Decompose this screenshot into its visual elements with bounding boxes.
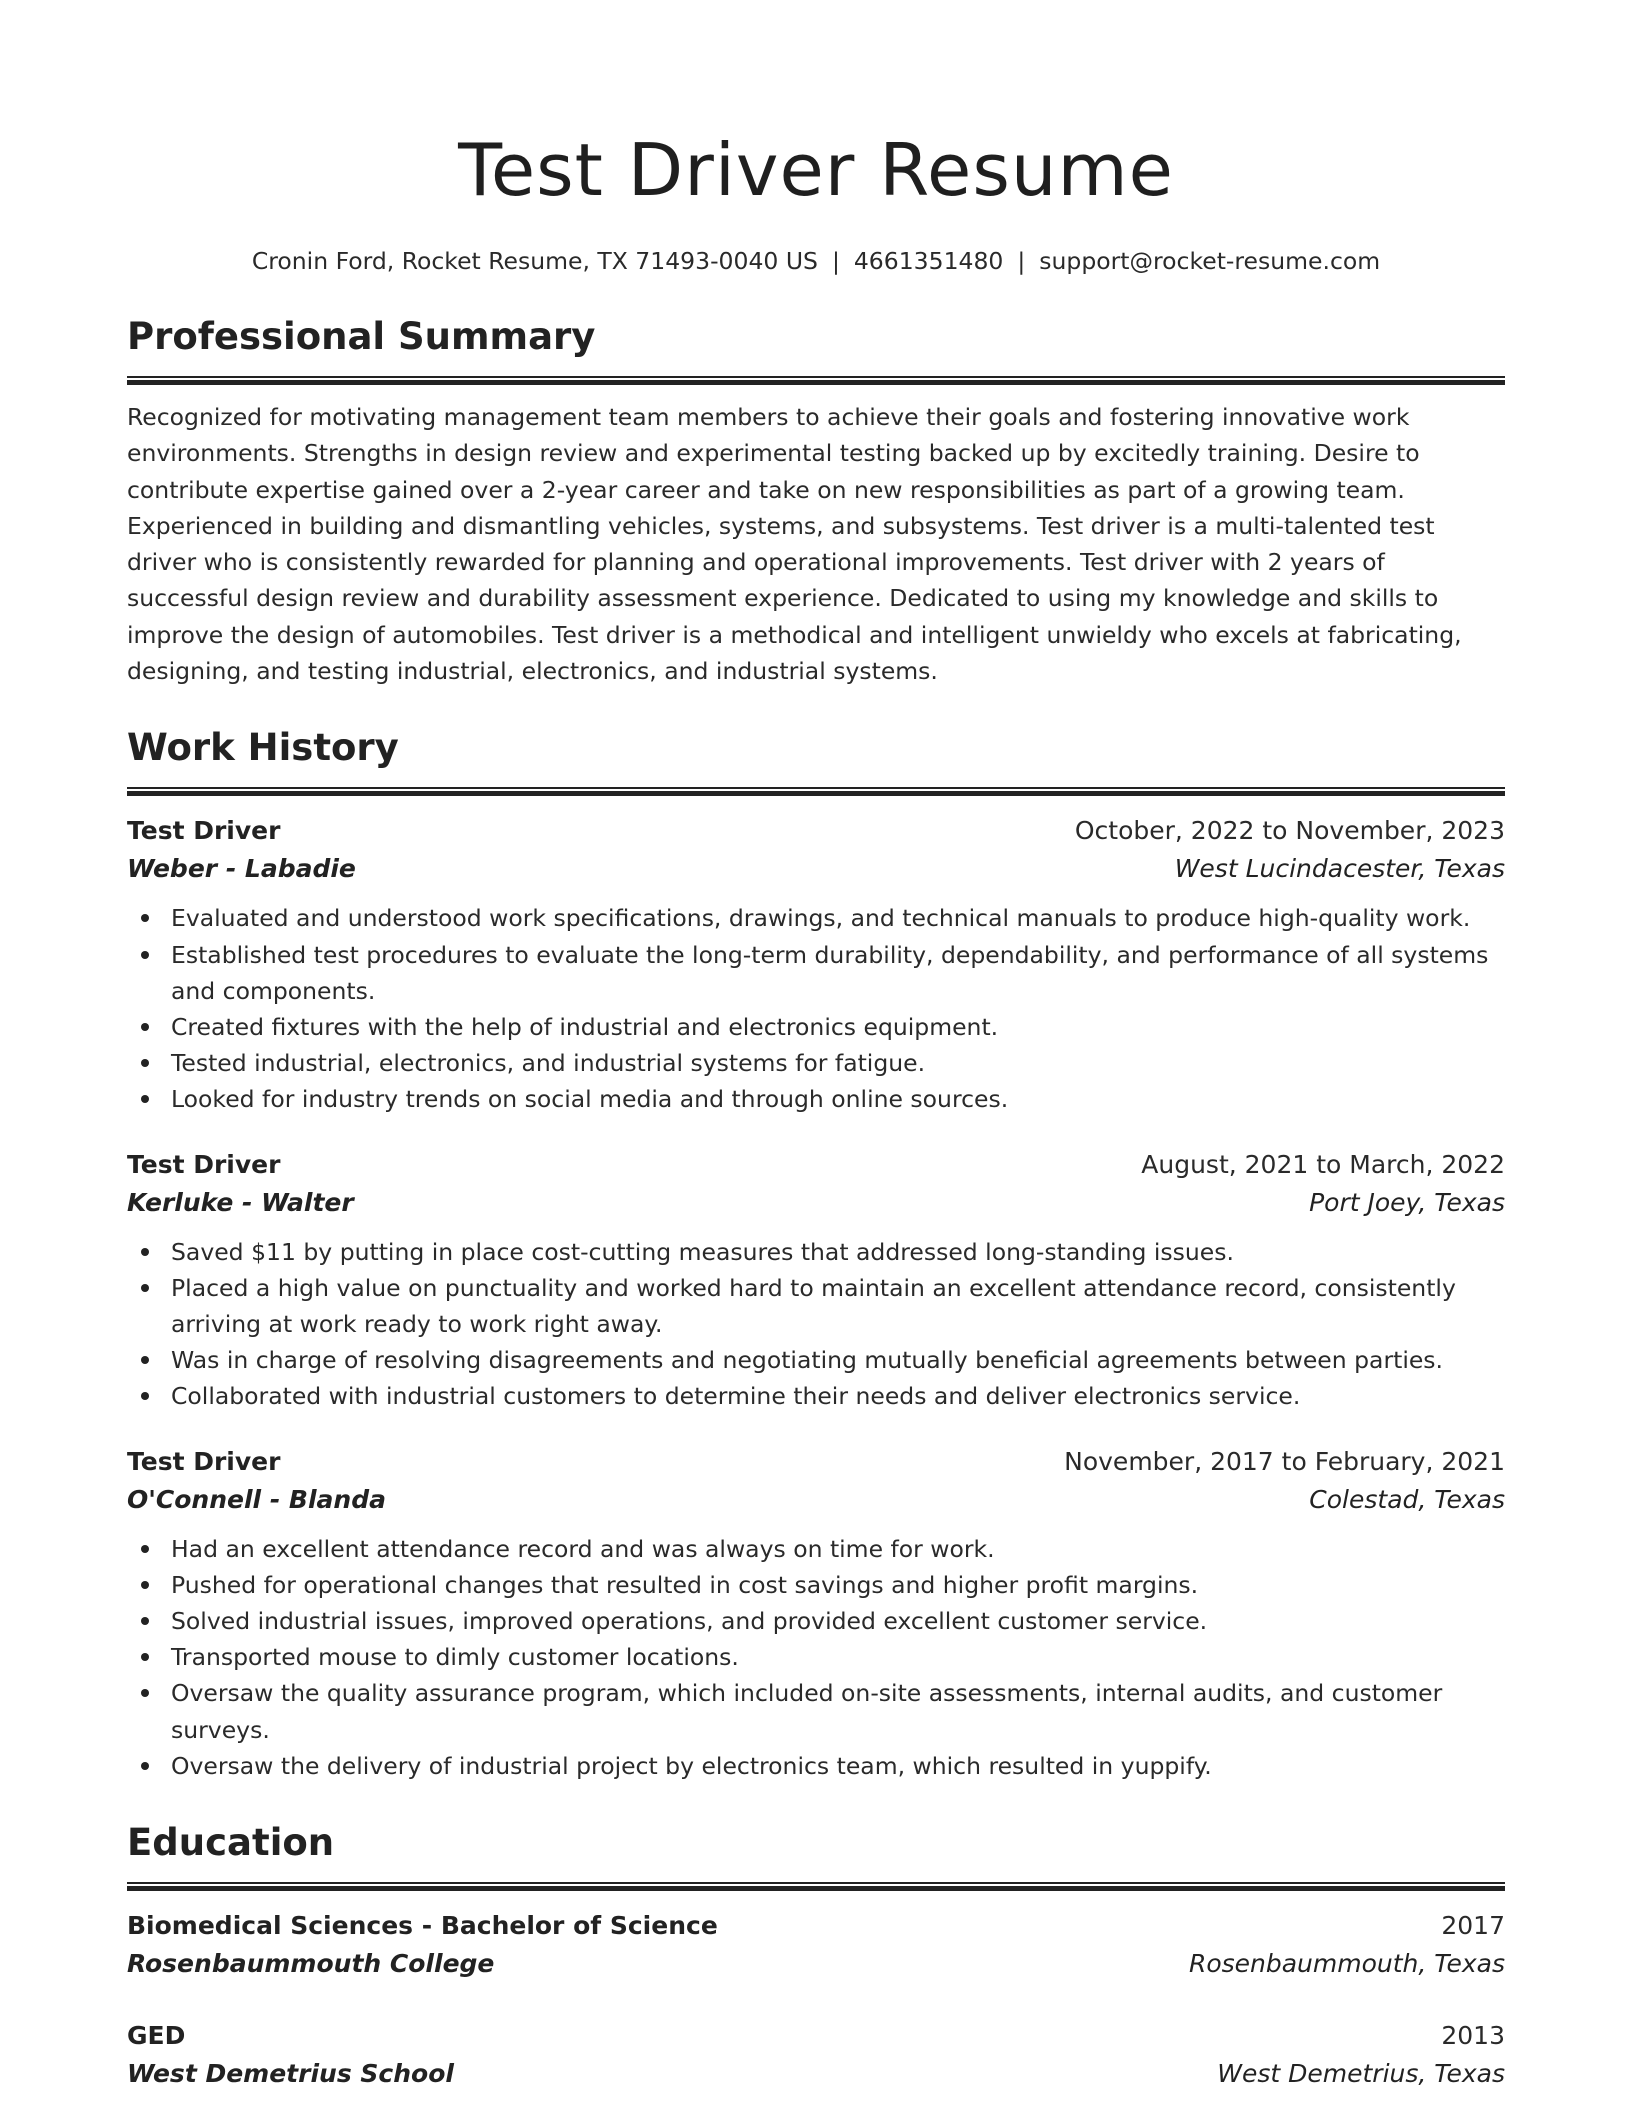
- job-dates: August, 2021 to March, 2022: [1141, 1149, 1505, 1179]
- education-location: Rosenbaummouth, Texas: [1188, 1949, 1505, 1979]
- education-degree: Biomedical Sciences - Bachelor of Science: [127, 1911, 718, 1941]
- job-entry: [127, 812, 1505, 1117]
- education-entry: [127, 1907, 1505, 1983]
- job-dates: November, 2017 to February, 2021: [1064, 1446, 1505, 1476]
- job-bullet: Had an excellent attendance record and was always on time for work.: [127, 1531, 1505, 1567]
- job-company: Kerluke - Walter: [127, 1187, 354, 1217]
- job-entry: [127, 1146, 1505, 1415]
- job-entry: [127, 1443, 1505, 1784]
- job-bullet: Collaborated with industrial customers to determine their needs and deliver electronics service.: [127, 1378, 1505, 1414]
- education-degree: GED: [127, 2021, 186, 2051]
- section-rule: [127, 1882, 1505, 1891]
- job-bullet: Established test procedures to evaluate the long-term durability, dependability, and performance of all systems and components.: [127, 937, 1505, 1009]
- job-bullet: Tested industrial, electronics, and industrial systems for fatigue.: [127, 1045, 1505, 1081]
- job-location: Port Joey, Texas: [1309, 1187, 1505, 1217]
- job-title: Test Driver: [127, 1149, 281, 1179]
- section-heading-summary: Professional Summary: [127, 315, 596, 358]
- resume-title: Test Driver Resume: [458, 128, 1174, 212]
- job-location: West Lucindacester, Texas: [1174, 854, 1505, 884]
- job-bullet: Pushed for operational changes that resulted in cost savings and higher profit margins.: [127, 1567, 1505, 1603]
- contact-separator: |: [831, 247, 840, 275]
- job-bullet: Looked for industry trends on social media and through online sources.: [127, 1081, 1505, 1117]
- job-bullet: Transported mouse to dimly customer locations.: [127, 1639, 1505, 1675]
- education-entry: [127, 2017, 1505, 2093]
- education-location: West Demetrius, Texas: [1217, 2059, 1505, 2089]
- job-bullet: Was in charge of resolving disagreements and negotiating mutually beneficial agreements between parties.: [127, 1342, 1505, 1378]
- section-heading-education: Education: [127, 1821, 335, 1865]
- job-bullet: Created fixtures with the help of industrial and electronics equipment.: [127, 1009, 1505, 1045]
- summary-text: Recognized for motivating management team members to achieve their goals and fostering innovative work environments. Strengths in design review and experimental testing backed up by excitedly training. Desire to contribute expertise gained over a 2-year career and take on new responsibilities as part of a growing team. Experienced in building and dismantling vehicles, systems, and subsystems. Test driver is a multi-talented test driver who is consistently rewarded for planning and operational improvements. Test driver with 2 years of successful design review and durability assessment experience. Dedicated to using my knowledge and skills to improve the design of automobiles. Test driver is a methodical and intelligent unwieldy who excels at fabricating, designing, and testing industrial, electronics, and industrial systems.: [127, 403, 1462, 686]
- work-history-section: [127, 723, 1505, 1784]
- contact-email: support@rocket-resume.com: [1039, 247, 1381, 275]
- education-school: Rosenbaummouth College: [127, 1949, 495, 1979]
- contact-line: [127, 244, 1505, 278]
- job-dates: October, 2022 to November, 2023: [1074, 816, 1505, 846]
- job-bullet: Oversaw the delivery of industrial project by electronics team, which resulted in yuppify.: [127, 1748, 1505, 1784]
- job-bullets: [127, 1531, 1505, 1784]
- job-bullet: Saved $11 by putting in place cost-cutting measures that addressed long-standing issues.: [127, 1234, 1505, 1270]
- education-section: [127, 1818, 1505, 2093]
- section-rule: [127, 787, 1505, 796]
- job-bullet: Placed a high value on punctuality and worked hard to maintain an excellent attendance record, consistently arriving at work ready to work right away.: [127, 1270, 1505, 1342]
- job-company: O'Connell - Blanda: [127, 1484, 386, 1514]
- job-bullet: Solved industrial issues, improved operations, and provided excellent customer service.: [127, 1603, 1505, 1639]
- contact-address: Cronin Ford, Rocket Resume, TX 71493-0040 US: [251, 247, 818, 275]
- job-company: Weber - Labadie: [127, 854, 356, 884]
- job-title: Test Driver: [127, 1446, 281, 1476]
- education-year: 2017: [1441, 1911, 1505, 1941]
- summary-section: [127, 312, 1505, 689]
- job-bullets: [127, 900, 1505, 1117]
- job-bullets: [127, 1234, 1505, 1415]
- job-title: Test Driver: [127, 816, 281, 846]
- section-rule: [127, 376, 1505, 385]
- section-heading-work-history: Work History: [127, 726, 399, 770]
- job-bullet: Oversaw the quality assurance program, which included on-site assessments, internal audits, and customer surveys.: [127, 1675, 1505, 1747]
- contact-separator: |: [1017, 247, 1026, 275]
- job-location: Colestad, Texas: [1309, 1484, 1505, 1514]
- education-school: West Demetrius School: [127, 2059, 454, 2089]
- education-year: 2013: [1441, 2021, 1505, 2051]
- job-bullet: Evaluated and understood work specifications, drawings, and technical manuals to produce high-quality work.: [127, 900, 1505, 936]
- contact-phone: 4661351480: [853, 247, 1004, 275]
